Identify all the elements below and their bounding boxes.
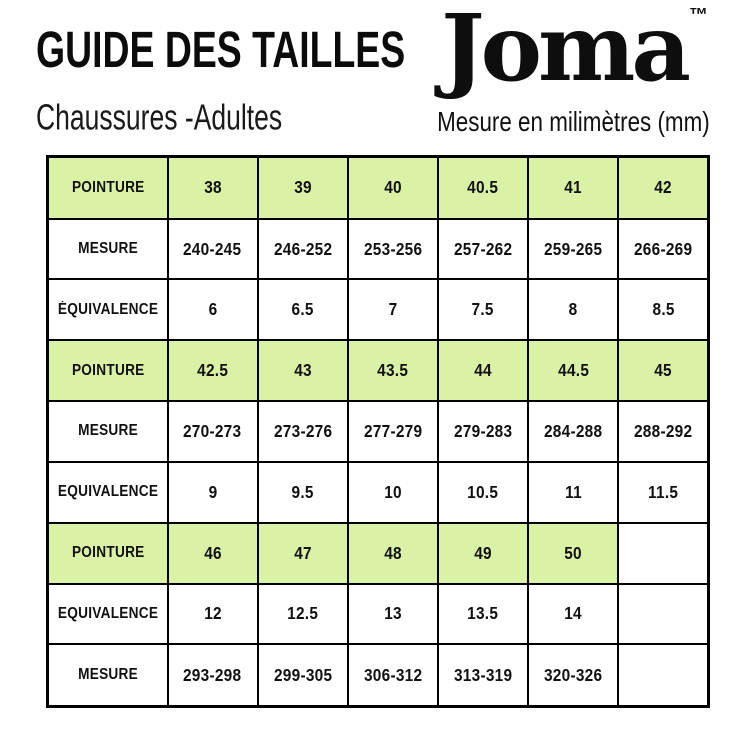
value-cell: 279-283: [438, 401, 528, 462]
value-cell: 6: [168, 279, 258, 340]
table-row: [48, 340, 709, 401]
value-cell: [618, 584, 708, 645]
size-table: [46, 155, 710, 708]
value-cell: 12: [168, 584, 258, 645]
value-cell: 12.5: [258, 584, 348, 645]
value-cell: 44: [438, 340, 528, 401]
value-cell: 306-312: [348, 644, 438, 706]
value-cell: 313-319: [438, 644, 528, 706]
row-label-cell: POINTURE: [48, 157, 168, 219]
value-cell: 293-298: [168, 644, 258, 706]
table-row: [48, 644, 709, 706]
value-cell: 284-288: [528, 401, 618, 462]
value-cell: 42: [618, 157, 708, 219]
value-cell: 240-245: [168, 219, 258, 280]
value-cell: 39: [258, 157, 348, 219]
value-cell: 11: [528, 462, 618, 523]
row-label-cell: ÉQUIVALENCE: [48, 279, 168, 340]
value-cell: 40: [348, 157, 438, 219]
value-cell: 41: [528, 157, 618, 219]
value-cell: 270-273: [168, 401, 258, 462]
value-cell: 50: [528, 523, 618, 584]
value-cell: 253-256: [348, 219, 438, 280]
table-row: [48, 462, 709, 523]
value-cell: 43.5: [348, 340, 438, 401]
value-cell: 40.5: [438, 157, 528, 219]
row-label-cell: EQUIVALENCE: [48, 584, 168, 645]
value-cell: 7: [348, 279, 438, 340]
value-cell: 277-279: [348, 401, 438, 462]
value-cell: 9.5: [258, 462, 348, 523]
value-cell: 47: [258, 523, 348, 584]
row-label-cell: POINTURE: [48, 340, 168, 401]
value-cell: 8.5: [618, 279, 708, 340]
value-cell: 320-326: [528, 644, 618, 706]
table-row: [48, 279, 709, 340]
row-label-cell: POINTURE: [48, 523, 168, 584]
value-cell: 13.5: [438, 584, 528, 645]
value-cell: 43: [258, 340, 348, 401]
trademark-symbol: ™: [689, 5, 708, 26]
value-cell: 45: [618, 340, 708, 401]
value-cell: 299-305: [258, 644, 348, 706]
row-label-cell: MESURE: [48, 644, 168, 706]
table-row: [48, 401, 709, 462]
row-label-cell: MESURE: [48, 219, 168, 280]
page-subtitle: Chaussures -Adultes: [36, 98, 283, 138]
value-cell: 6.5: [258, 279, 348, 340]
value-cell: 44.5: [528, 340, 618, 401]
value-cell: [618, 644, 708, 706]
value-cell: 246-252: [258, 219, 348, 280]
value-cell: 259-265: [528, 219, 618, 280]
value-cell: 14: [528, 584, 618, 645]
table-row: [48, 523, 709, 584]
row-label-cell: MESURE: [48, 401, 168, 462]
row-label-cell: EQUIVALENCE: [48, 462, 168, 523]
value-cell: 38: [168, 157, 258, 219]
table-row: [48, 219, 709, 280]
value-cell: 46: [168, 523, 258, 584]
value-cell: 8: [528, 279, 618, 340]
value-cell: [618, 523, 708, 584]
value-cell: 10: [348, 462, 438, 523]
value-cell: 257-262: [438, 219, 528, 280]
value-cell: 11.5: [618, 462, 708, 523]
value-cell: 49: [438, 523, 528, 584]
value-cell: 9: [168, 462, 258, 523]
value-cell: 266-269: [618, 219, 708, 280]
joma-logo: [441, 0, 708, 102]
value-cell: 13: [348, 584, 438, 645]
measure-unit-note: Mesure en milimètres (mm): [437, 106, 710, 137]
value-cell: 288-292: [618, 401, 708, 462]
value-cell: 42.5: [168, 340, 258, 401]
value-cell: 10.5: [438, 462, 528, 523]
value-cell: 48: [348, 523, 438, 584]
page-title: GUIDE DES TAILLES: [36, 22, 406, 79]
table-row: [48, 584, 709, 645]
table-row: [48, 157, 709, 219]
joma-logo-text: Joma: [441, 0, 687, 102]
value-cell: 273-276: [258, 401, 348, 462]
value-cell: 7.5: [438, 279, 528, 340]
